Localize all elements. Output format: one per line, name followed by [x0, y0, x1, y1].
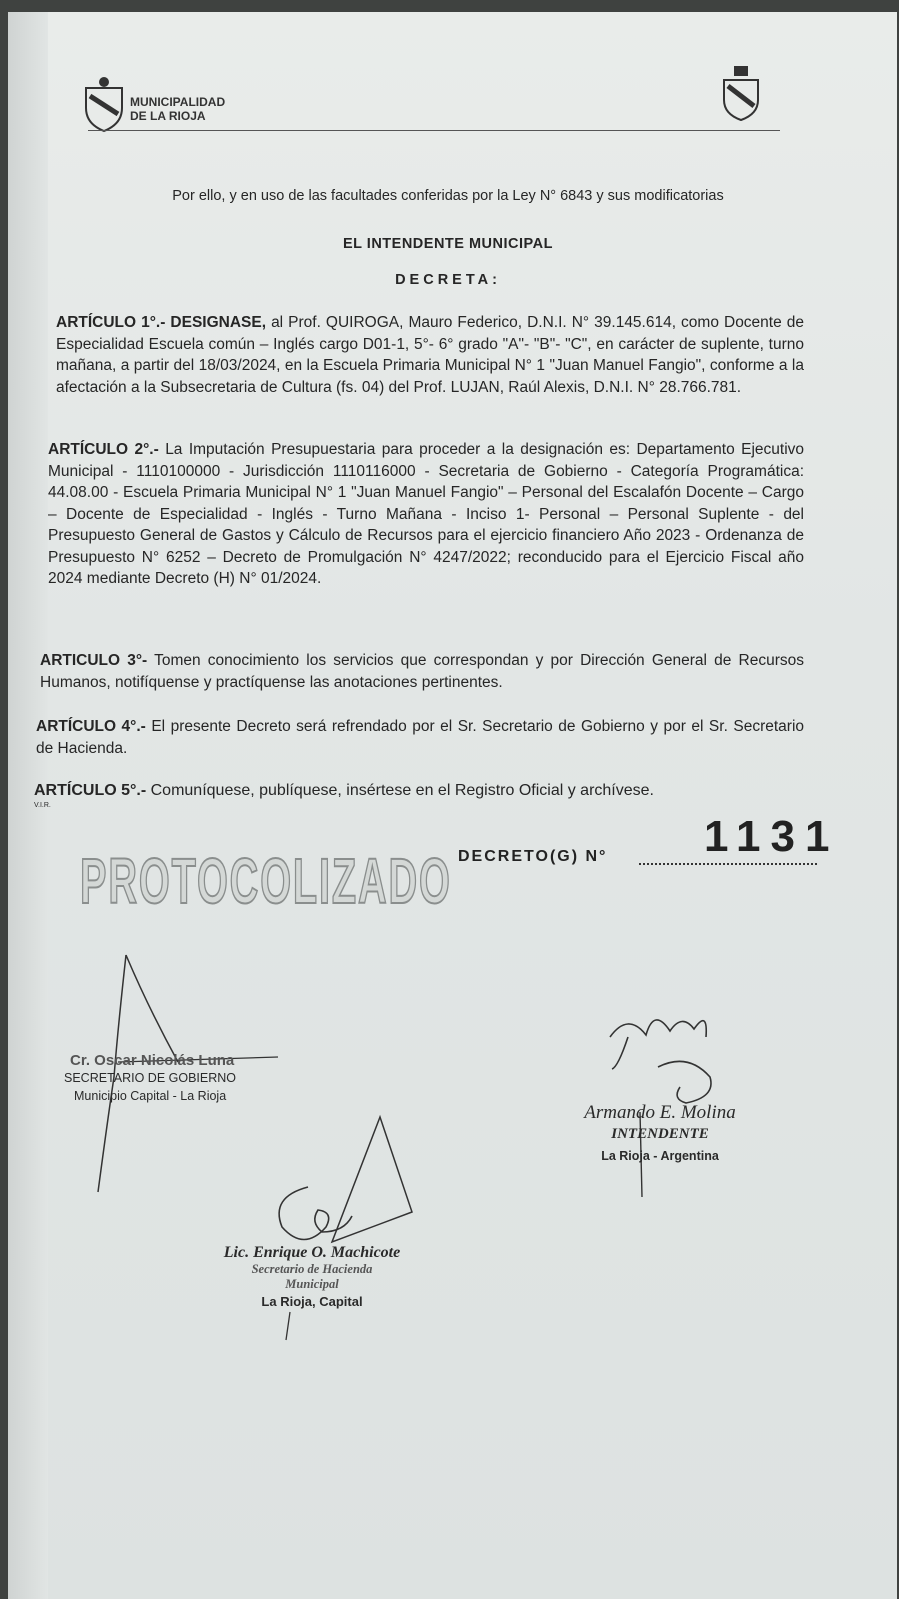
decree-label: DECRETO(G) N° — [458, 848, 608, 865]
article-4 — [36, 716, 804, 759]
article-1-text: al Prof. QUIROGA, Mauro Federico, D.N.I. N° 39.145.614, como Docente de Especialidad Escuela común – Inglés cargo D01-1, 5°- 6° grado "A"- "B"- "C", en carácter de suplente, turno mañana, a partir del 18/03/2024, en la Escuela Primaria Municipal N° 1 "Juan Manuel Fangio", conforme a la afectación a la Subsecretaria de Cultura (fs. 04) del Prof. LUJAN, Raúl Alexis, D.N.I. N° 28.766.781. — [56, 314, 804, 396]
protocolizado-stamp: PROTOCOLIZADO — [80, 845, 452, 917]
article-5-label: ARTÍCULO 5°.- — [34, 782, 147, 799]
gobierno-place: Municipio Capital - La Rioja — [74, 1089, 227, 1103]
gobierno-role: SECRETARIO DE GOBIERNO — [64, 1071, 237, 1085]
gobierno-name: Cr. Oscar Nicolás Luna — [70, 1052, 235, 1069]
article-3 — [40, 650, 804, 693]
document-page — [8, 12, 897, 1599]
article-1-label: ARTÍCULO 1°.- DESIGNASE, — [56, 314, 267, 331]
intendente-role: INTENDENTE — [611, 1126, 709, 1142]
municipality-line-1: MUNICIPALIDAD — [130, 95, 226, 109]
hacienda-place: La Rioja, Capital — [261, 1294, 363, 1309]
right-crest-icon — [720, 64, 762, 122]
preamble: Por ello, y en uso de las facultades conferidas por la Ley N° 6843 y sus modificatorias — [172, 188, 724, 204]
article-2-text: La Imputación Presupuestaria para proceder a la designación es: Departamento Ejecutivo Municipal - 1110100000 - Jurisdicción 1110116000 - Secretaria de Gobierno - Categoría Programática: 44.08.00 - Escuela Primaria Municipal N° 1 "Juan Manuel Fangio" – Personal del Escalafón Docente – Cargo – Docente de Especialidad - Inglés - Turno Mañana - Inciso 1- Personal – Personal Suplente - del Presupuesto General de Gastos y Cálculo de Recursos para el ejercicio financiero Año 2023 - Ordenanza de Presupuesto N° 6252 – Decreto de Promulgación N° 4247/2022; reconducido para el Ejercicio Fiscal año 2024 mediante Decreto (H) N° 01/2024. — [48, 441, 805, 587]
article-2-label: ARTÍCULO 2°.- — [48, 441, 159, 458]
article-5-text: Comuníquese, publíquese, insértese en el Registro Oficial y archívese. — [146, 782, 654, 799]
hacienda-role: Secretario de Hacienda — [251, 1262, 373, 1276]
municipality-line-2: DE LA RIOJA — [130, 109, 206, 123]
decree-number: 1131 — [704, 812, 840, 861]
municipal-crest-icon — [80, 74, 128, 134]
signatory-hacienda — [192, 1244, 432, 1309]
authority-heading: EL INTENDENTE MUNICIPAL — [343, 236, 553, 252]
initials: V.I.R. — [34, 802, 51, 809]
article-3-label: ARTICULO 3°- — [40, 652, 148, 669]
article-4-text: El presente Decreto será refrendado por el Sr. Secretario de Gobierno y por el Sr. Secretario de Hacienda. — [36, 718, 805, 757]
hacienda-name: Lic. Enrique O. Machicote — [223, 1244, 401, 1261]
article-4-label: ARTÍCULO 4°.- — [36, 718, 146, 735]
article-5 — [34, 780, 824, 802]
decreta-heading: DECRETA: — [395, 272, 501, 288]
article-2 — [48, 439, 804, 590]
intendente-place: La Rioja - Argentina — [601, 1149, 719, 1163]
hacienda-role-2: Municipal — [285, 1277, 339, 1291]
signatory-intendente — [560, 1102, 760, 1163]
header-divider — [88, 130, 780, 131]
article-1 — [56, 312, 804, 398]
intendente-name: Armando E. Molina — [584, 1102, 736, 1123]
article-3-text: Tomen conocimiento los servicios que correspondan y por Dirección General de Recursos Humanos, notifíquense y practíquense las anotaciones pertinentes. — [40, 652, 804, 691]
signatory-gobierno — [64, 1052, 314, 1103]
municipality-name — [130, 95, 225, 123]
decree-dotted-line — [639, 863, 817, 865]
